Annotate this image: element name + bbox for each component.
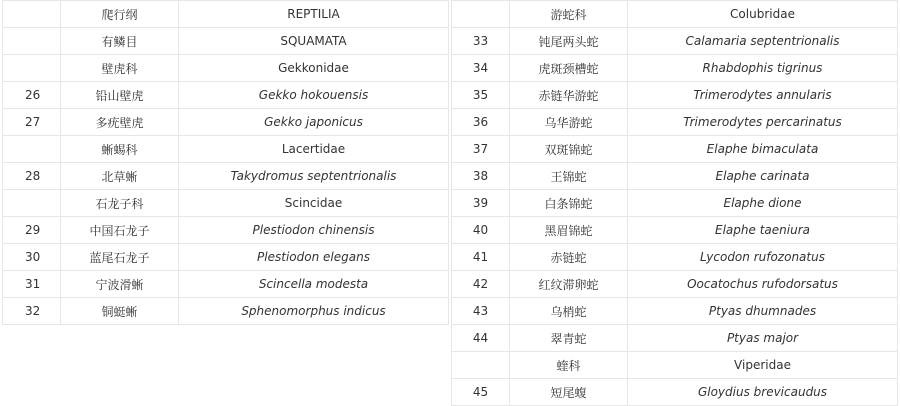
chinese-name-cell: 宁波滑蜥 [61,271,179,298]
row-number-cell [3,28,61,55]
chinese-name-cell: 北草蜥 [61,163,179,190]
table-body [3,1,449,325]
scientific-name-cell: Elaphe dione [628,190,898,217]
table-row [3,298,449,325]
row-number-cell: 34 [452,55,510,82]
species-table-right [451,0,898,406]
scientific-name-cell: Calamaria septentrionalis [628,28,898,55]
row-number-cell: 40 [452,217,510,244]
chinese-name-cell: 乌华游蛇 [510,109,628,136]
species-table-left [2,0,449,325]
table-row [452,271,898,298]
scientific-name-cell: Lycodon rufozonatus [628,244,898,271]
row-number-cell: 29 [3,217,61,244]
table-row [452,109,898,136]
chinese-name-cell: 黑眉锦蛇 [510,217,628,244]
row-number-cell [3,55,61,82]
table-row [452,298,898,325]
row-number-cell: 33 [452,28,510,55]
scientific-name-cell: Sphenomorphus indicus [179,298,449,325]
row-number-cell: 36 [452,109,510,136]
scientific-name-cell: REPTILIA [179,1,449,28]
chinese-name-cell: 赤链华游蛇 [510,82,628,109]
chinese-name-cell: 王锦蛇 [510,163,628,190]
chinese-name-cell: 铜蜓蜥 [61,298,179,325]
table-row [3,109,449,136]
scientific-name-cell: Plestiodon elegans [179,244,449,271]
row-number-cell [3,136,61,163]
row-number-cell [3,190,61,217]
scientific-name-cell: Gekko hokouensis [179,82,449,109]
table-row [452,55,898,82]
table-row [3,217,449,244]
scientific-name-cell: Scincella modesta [179,271,449,298]
table-row [452,82,898,109]
row-number-cell: 43 [452,298,510,325]
row-number-cell [452,352,510,379]
scientific-name-cell: Gekko japonicus [179,109,449,136]
scientific-name-cell: Colubridae [628,1,898,28]
chinese-name-cell: 爬行纲 [61,1,179,28]
chinese-name-cell: 多疣壁虎 [61,109,179,136]
table-row [3,55,449,82]
row-number-cell: 41 [452,244,510,271]
table-row [452,1,898,28]
row-number-cell: 38 [452,163,510,190]
chinese-name-cell: 短尾蝮 [510,379,628,406]
row-number-cell: 32 [3,298,61,325]
table-row [3,271,449,298]
scientific-name-cell: Oocatochus rufodorsatus [628,271,898,298]
row-number-cell: 27 [3,109,61,136]
scientific-name-cell: Ptyas dhumnades [628,298,898,325]
chinese-name-cell: 白条锦蛇 [510,190,628,217]
chinese-name-cell: 壁虎科 [61,55,179,82]
row-number-cell: 45 [452,379,510,406]
chinese-name-cell: 蜥蜴科 [61,136,179,163]
chinese-name-cell: 赤链蛇 [510,244,628,271]
table-row [452,217,898,244]
row-number-cell: 30 [3,244,61,271]
chinese-name-cell: 石龙子科 [61,190,179,217]
table-row [3,28,449,55]
table-row [452,190,898,217]
chinese-name-cell: 游蛇科 [510,1,628,28]
chinese-name-cell: 蓝尾石龙子 [61,244,179,271]
chinese-name-cell: 虎斑颈槽蛇 [510,55,628,82]
scientific-name-cell: Rhabdophis tigrinus [628,55,898,82]
row-number-cell: 26 [3,82,61,109]
table-row [3,244,449,271]
chinese-name-cell: 铅山壁虎 [61,82,179,109]
table-row [452,163,898,190]
row-number-cell: 35 [452,82,510,109]
table-row [3,190,449,217]
table-row [452,325,898,352]
scientific-name-cell: Elaphe bimaculata [628,136,898,163]
chinese-name-cell: 蝰科 [510,352,628,379]
scientific-name-cell: Elaphe carinata [628,163,898,190]
row-number-cell [3,1,61,28]
table-body [452,1,898,406]
scientific-name-cell: Trimerodytes percarinatus [628,109,898,136]
table-row [452,244,898,271]
scientific-name-cell: Takydromus septentrionalis [179,163,449,190]
table-row [452,136,898,163]
scientific-name-cell: Ptyas major [628,325,898,352]
chinese-name-cell: 钝尾两头蛇 [510,28,628,55]
scientific-name-cell: Gloydius brevicaudus [628,379,898,406]
row-number-cell [452,1,510,28]
chinese-name-cell: 中国石龙子 [61,217,179,244]
chinese-name-cell: 有鳞目 [61,28,179,55]
table-row [452,28,898,55]
row-number-cell: 37 [452,136,510,163]
chinese-name-cell: 乌梢蛇 [510,298,628,325]
chinese-name-cell: 红纹滞卵蛇 [510,271,628,298]
row-number-cell: 39 [452,190,510,217]
table-row [3,163,449,190]
row-number-cell: 31 [3,271,61,298]
row-number-cell: 44 [452,325,510,352]
scientific-name-cell: Lacertidae [179,136,449,163]
scientific-name-cell: Elaphe taeniura [628,217,898,244]
chinese-name-cell: 双斑锦蛇 [510,136,628,163]
scientific-name-cell: SQUAMATA [179,28,449,55]
table-row [3,136,449,163]
scientific-name-cell: Trimerodytes annularis [628,82,898,109]
table-row [452,352,898,379]
table-row [3,82,449,109]
row-number-cell: 28 [3,163,61,190]
table-row [3,1,449,28]
scientific-name-cell: Viperidae [628,352,898,379]
scientific-name-cell: Gekkonidae [179,55,449,82]
row-number-cell: 42 [452,271,510,298]
scientific-name-cell: Plestiodon chinensis [179,217,449,244]
table-row [452,379,898,406]
chinese-name-cell: 翠青蛇 [510,325,628,352]
scientific-name-cell: Scincidae [179,190,449,217]
